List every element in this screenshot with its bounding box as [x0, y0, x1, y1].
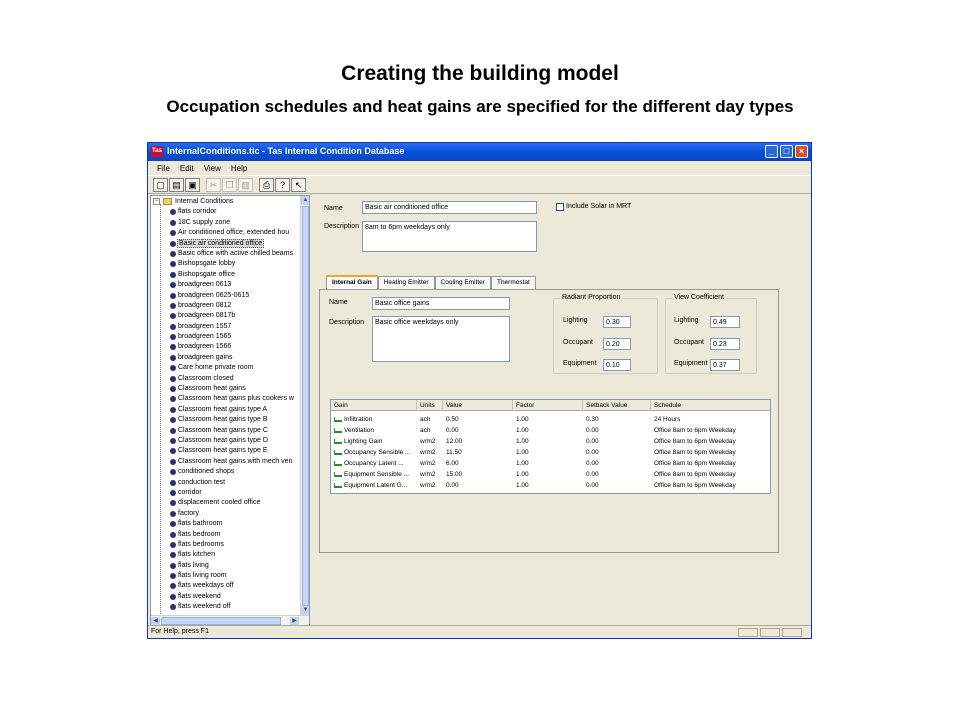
tree-item[interactable]	[151, 374, 301, 384]
print-icon[interactable]: ⎙	[259, 178, 274, 192]
tree-item-label: flats kitchen	[178, 551, 215, 559]
view-lighting-label: Lighting	[674, 317, 699, 324]
table-cell: 1.00	[516, 416, 529, 423]
tree-item-label: Basic office with active chilled beams	[178, 249, 294, 257]
status-pane	[760, 628, 780, 637]
tree-item[interactable]	[151, 519, 301, 529]
tree-item-label: Bishopsgate lobby	[178, 260, 236, 268]
maximize-icon[interactable]: □	[780, 145, 793, 158]
menu-bar	[148, 161, 811, 175]
condition-icon	[170, 303, 176, 309]
table-cell	[331, 447, 417, 458]
view-coefficient-title: View Coefficient	[674, 294, 724, 301]
condition-icon	[170, 552, 176, 558]
condition-icon	[170, 490, 176, 496]
cut-icon[interactable]: ✂	[206, 178, 221, 192]
tree-item[interactable]	[151, 602, 301, 612]
tree-item[interactable]	[151, 446, 301, 456]
context-help-icon[interactable]: ↖	[291, 178, 306, 192]
collapse-icon[interactable]: −	[154, 197, 159, 204]
table-row[interactable]	[331, 480, 770, 491]
condition-icon	[170, 438, 176, 444]
table-cell: 1.00	[516, 449, 529, 456]
condition-name-label: Name	[324, 205, 343, 212]
tree-item[interactable]	[151, 405, 301, 415]
radiant-equipment-input[interactable]: 0.10	[603, 359, 631, 371]
condition-icon	[170, 532, 176, 538]
tree-item[interactable]	[151, 342, 301, 352]
condition-description-label: Description	[324, 223, 360, 230]
tree-item[interactable]	[151, 394, 301, 404]
tree-item-label: Classroom heat gains type B	[178, 416, 268, 424]
tree-item[interactable]	[151, 581, 301, 591]
tree-item[interactable]	[151, 239, 301, 249]
tree-item-label: broadgreen 0812	[178, 301, 232, 309]
table-row[interactable]	[331, 447, 770, 458]
tab-internal-gain[interactable]: Internal Gain	[326, 275, 378, 289]
column-header[interactable]: Setback Value	[583, 400, 651, 411]
condition-icon	[170, 261, 176, 267]
window-title: InternalConditions.tic - Tas Internal Condition Database	[167, 146, 405, 156]
radiant-equipment-label: Equipment	[563, 360, 597, 367]
tree-item[interactable]	[151, 228, 301, 238]
scroll-left-icon[interactable]: ◀	[151, 617, 160, 626]
tree-item[interactable]	[151, 457, 301, 467]
gain-icon	[334, 450, 342, 455]
app-window	[147, 142, 812, 639]
tree-item-label: flats weekend	[178, 592, 221, 600]
table-cell: 0.00	[586, 471, 599, 478]
view-equipment-input[interactable]: 0.37	[710, 359, 740, 371]
tree-item[interactable]	[151, 332, 301, 342]
tree-item[interactable]	[151, 488, 301, 498]
status-pane	[782, 628, 802, 637]
tree-item[interactable]	[151, 322, 301, 332]
column-header[interactable]: Factor	[513, 400, 583, 411]
tree-item-label: flats living room	[178, 572, 227, 580]
condition-icon	[170, 355, 176, 361]
tree-item-label: Basic air conditioned office	[179, 239, 263, 247]
folder-icon	[163, 198, 172, 205]
tree-item[interactable]	[151, 291, 301, 301]
gain-name: Ventilation	[344, 427, 374, 434]
tree-item[interactable]	[151, 550, 301, 560]
tree-item[interactable]	[151, 301, 301, 311]
condition-icon	[170, 220, 176, 226]
radiant-proportion-title: Radiant Proportion	[562, 294, 621, 301]
scroll-thumb[interactable]	[302, 206, 309, 606]
tree-item-label: broadgreen 1557	[178, 322, 232, 330]
table-header	[331, 400, 770, 411]
table-row[interactable]	[331, 425, 770, 436]
table-cell: 0.00	[446, 427, 459, 434]
tree-item[interactable]	[151, 436, 301, 446]
table-cell: 24 Hours	[654, 416, 681, 423]
condition-icon	[170, 583, 176, 589]
tree-item[interactable]	[151, 530, 301, 540]
condition-icon	[170, 604, 176, 610]
radiant-occupant-input[interactable]: 0.20	[603, 338, 631, 350]
tree-item[interactable]	[151, 363, 301, 373]
tree-item[interactable]	[151, 270, 301, 280]
tree-item-label: flats bedrooms	[178, 540, 224, 548]
table-cell: 0.30	[586, 416, 599, 423]
table-cell: 0.00	[586, 449, 599, 456]
table-row[interactable]	[331, 436, 770, 447]
copy-icon[interactable]: ❐	[222, 178, 237, 192]
gain-icon	[334, 428, 342, 433]
save-icon[interactable]: ▣	[185, 178, 200, 192]
tree-item[interactable]	[151, 311, 301, 321]
table-cell: 1.00	[516, 427, 529, 434]
tree-item-label: corridor	[178, 488, 202, 496]
tree-item-label: factory	[178, 509, 200, 517]
table-cell	[331, 425, 417, 436]
paste-icon[interactable]: ▥	[238, 178, 253, 192]
radiant-lighting-input[interactable]: 0.30	[603, 316, 631, 328]
tree-item-label: displacement cooled office	[178, 499, 261, 507]
table-cell: 0.00	[586, 460, 599, 467]
table-cell	[331, 469, 417, 480]
tree-item-label: Bishopsgate office	[178, 270, 236, 278]
scroll-down-icon[interactable]: ▼	[302, 607, 309, 613]
tree-item[interactable]	[151, 259, 301, 269]
tab-heating-emitter[interactable]: Heating Emitter	[378, 276, 435, 289]
radiant-proportion-group	[553, 294, 658, 374]
tree-item-label: Classroom heat gains plus cookers w	[178, 395, 294, 403]
condition-icon	[170, 521, 176, 527]
tree-item-label: flats corridor	[178, 208, 217, 216]
menu-help[interactable]: Help	[230, 163, 248, 173]
tree-item-label: 18C supply zone	[178, 218, 231, 226]
internal-gain-panel	[319, 289, 779, 553]
table-cell: Office 8am to 6pm Weekday	[654, 471, 736, 478]
table-cell: 1.00	[516, 438, 529, 445]
gain-name: Occupancy Sensible ...	[344, 449, 411, 456]
table-cell: Office 8am to 6pm Weekday	[654, 460, 736, 467]
include-solar-checkbox[interactable]	[556, 203, 564, 211]
tree-item[interactable]	[151, 592, 301, 602]
tree-item-label: Classroom closed	[178, 374, 234, 382]
condition-icon	[170, 573, 176, 579]
table-cell: 1.00	[516, 460, 529, 467]
table-cell: 12.00	[446, 438, 463, 445]
tree-item-label: Classroom heat gains	[178, 385, 246, 393]
menu-edit[interactable]: Edit	[179, 163, 194, 173]
tree-item[interactable]	[151, 218, 301, 228]
app-icon[interactable]: Tas	[151, 146, 163, 157]
table-cell: w/m2	[420, 449, 436, 456]
table-cell: 0.00	[446, 482, 459, 489]
tree-item[interactable]	[151, 540, 301, 550]
slide-title: Creating the building model	[341, 62, 619, 85]
table-cell: ach	[420, 427, 431, 434]
table-cell: 15.00	[446, 471, 463, 478]
table-cell: Office 8am to 6pm Weekday	[654, 427, 736, 434]
tree-item-label: broadgreen gains	[178, 353, 233, 361]
condition-icon	[170, 563, 176, 569]
tab-strip	[326, 275, 536, 289]
view-equipment-label: Equipment	[674, 360, 708, 367]
table-row[interactable]	[331, 458, 770, 469]
condition-icon	[170, 469, 176, 475]
open-icon[interactable]: ▤	[169, 178, 184, 192]
radiant-occupant-label: Occupant	[563, 339, 593, 346]
tree-item-label: Care home private room	[178, 364, 254, 372]
table-cell: w/m2	[420, 460, 436, 467]
condition-icon	[170, 459, 176, 465]
tree-item[interactable]	[151, 498, 301, 508]
new-icon[interactable]: ▢	[153, 178, 168, 192]
table-cell: 0.50	[446, 416, 459, 423]
condition-icon	[170, 500, 176, 506]
condition-description-input[interactable]: 8am to 6pm weekdays only	[362, 221, 537, 252]
column-header[interactable]: Schedule	[651, 400, 771, 411]
gain-icon	[334, 483, 342, 488]
condition-icon	[170, 417, 176, 423]
gain-name: Lighting Gain	[344, 438, 383, 445]
table-cell: 1.00	[516, 471, 529, 478]
table-cell: Office 8am to 6pm Weekday	[654, 449, 736, 456]
gain-description-label: Description	[329, 319, 365, 326]
view-coefficient-group	[665, 294, 757, 374]
column-header[interactable]: Gain	[331, 400, 417, 411]
tree-item-label: broadgreen 0817b	[178, 312, 236, 320]
gain-name-label: Name	[329, 299, 348, 306]
tree-item[interactable]	[151, 384, 301, 394]
tree-item[interactable]	[151, 467, 301, 477]
tree-item[interactable]	[151, 415, 301, 425]
tree-item-label: flats weekend off	[178, 603, 231, 611]
condition-icon	[170, 594, 176, 600]
tree-item[interactable]	[151, 509, 301, 519]
column-header[interactable]: Value	[443, 400, 513, 411]
gain-name: Equipment Sensible ...	[344, 471, 410, 478]
gain-icon	[334, 439, 342, 444]
tree-item-label: flats bedroom	[178, 530, 221, 538]
menu-view[interactable]: View	[203, 163, 221, 173]
condition-icon	[170, 542, 176, 548]
gain-name: Infiltration	[344, 416, 373, 423]
condition-name-input[interactable]: Basic air conditioned office	[362, 201, 537, 214]
tree-item[interactable]	[151, 280, 301, 290]
condition-icon	[170, 324, 176, 330]
condition-icon	[170, 344, 176, 350]
table-cell	[331, 414, 417, 425]
radiant-lighting-label: Lighting	[563, 317, 588, 324]
table-cell: 1.00	[516, 482, 529, 489]
condition-icon	[170, 396, 176, 402]
tree-item-label: broadgreen 0625-0615	[178, 291, 250, 299]
column-header[interactable]: Units	[417, 400, 443, 411]
gain-name: Equipment Latent G...	[344, 482, 408, 489]
condition-icon	[170, 209, 176, 215]
table-cell: w/m2	[420, 471, 436, 478]
condition-icon	[170, 241, 176, 247]
tree-item-label: conditioned shops	[178, 468, 235, 476]
tree-item-label: flats weekdays off	[178, 582, 234, 590]
status-bar	[148, 625, 811, 638]
tree-item-label: Classroom heat gains type A	[178, 405, 268, 413]
view-occupant-label: Occupant	[674, 339, 704, 346]
condition-icon	[170, 448, 176, 454]
condition-icon	[170, 386, 176, 392]
table-cell: w/m2	[420, 482, 436, 489]
tree-item-label: flats living	[178, 561, 209, 569]
condition-icon	[170, 511, 176, 517]
tree-root-label: Internal Conditions	[175, 198, 234, 205]
tree-item-label: broadgreen 1566	[178, 343, 232, 351]
tree-item[interactable]	[151, 207, 301, 217]
table-cell	[331, 480, 417, 491]
gain-icon	[334, 461, 342, 466]
slide-subtitle: Occupation schedules and heat gains are specified for the different day types	[166, 97, 794, 116]
gain-name: Occupancy Latent ...	[344, 460, 404, 467]
table-cell: 0.00	[586, 438, 599, 445]
view-occupant-input[interactable]: 0.23	[710, 338, 740, 350]
table-cell: Office 8am to 6pm Weekday	[654, 482, 736, 489]
condition-icon	[170, 313, 176, 319]
table-cell: 0.00	[586, 427, 599, 434]
tab-cooling-emitter[interactable]: Cooling Emitter	[435, 276, 491, 289]
table-cell: 0.00	[586, 482, 599, 489]
table-cell: 11.50	[446, 449, 462, 456]
condition-icon	[170, 230, 176, 236]
condition-icon	[170, 293, 176, 299]
help-icon[interactable]: ?	[275, 178, 290, 192]
hscroll-thumb[interactable]	[161, 617, 281, 625]
tab-thermostat[interactable]: Thermostat	[491, 276, 536, 289]
condition-icon	[170, 251, 176, 257]
tree-item[interactable]	[151, 561, 301, 571]
scroll-right-icon[interactable]: ▶	[290, 617, 299, 626]
condition-icon	[170, 428, 176, 434]
scroll-up-icon[interactable]: ▲	[302, 197, 309, 203]
condition-icon	[170, 334, 176, 340]
table-cell: ach	[420, 416, 431, 423]
tree-item-label: conduction test	[178, 478, 226, 486]
table-row[interactable]	[331, 469, 770, 480]
tree-vertical-scrollbar[interactable]	[300, 196, 309, 615]
tree-item[interactable]	[151, 571, 301, 581]
tree-item-label: Classroom heat gains type E	[178, 447, 268, 455]
condition-icon	[170, 376, 176, 382]
tree-item[interactable]	[151, 353, 301, 363]
include-solar-label: Include Solar in MRT	[566, 203, 632, 210]
gains-table[interactable]	[330, 399, 771, 494]
tree-item-label: broadgreen 1565	[178, 333, 232, 341]
tree-item-label: Classroom heat gains type C	[178, 426, 268, 434]
tree-item[interactable]	[151, 249, 301, 259]
table-cell: w/m2	[420, 438, 436, 445]
tree-item[interactable]	[151, 426, 301, 436]
condition-icon	[170, 282, 176, 288]
tree-item-label: Classroom heat gains type D	[178, 436, 268, 444]
table-row[interactable]	[331, 414, 770, 425]
gain-icon	[334, 417, 342, 422]
status-pane	[738, 628, 758, 637]
close-icon[interactable]: ×	[795, 145, 808, 158]
status-text: For Help, press F1	[151, 628, 209, 635]
gain-name-input[interactable]: Basic office gains	[372, 297, 510, 310]
title-bar[interactable]	[148, 143, 811, 161]
condition-icon	[170, 407, 176, 413]
gain-icon	[334, 472, 342, 477]
table-cell	[331, 458, 417, 469]
tree-item-label: flats bathroom	[178, 520, 223, 528]
condition-icon	[170, 272, 176, 278]
gain-description-input[interactable]: Basic office weekdays only	[372, 316, 510, 362]
table-cell: 6.00	[446, 460, 459, 467]
minimize-icon[interactable]: _	[765, 145, 778, 158]
menu-file[interactable]: File	[157, 163, 170, 173]
table-cell	[331, 436, 417, 447]
tree-item[interactable]	[151, 478, 301, 488]
tree-item-label: broadgreen 0613	[178, 281, 232, 289]
tree-item-label: Air conditioned office, extended hou	[178, 229, 290, 237]
tree-root[interactable]	[151, 197, 301, 207]
condition-tree[interactable]	[150, 195, 310, 627]
condition-icon	[170, 365, 176, 371]
tree-item-label: Classroom heat gains with mech ven	[178, 457, 293, 465]
condition-icon	[170, 480, 176, 486]
table-cell: Office 8am to 6pm Weekday	[654, 438, 736, 445]
view-lighting-input[interactable]: 0.49	[710, 316, 740, 328]
toolbar	[148, 175, 811, 194]
